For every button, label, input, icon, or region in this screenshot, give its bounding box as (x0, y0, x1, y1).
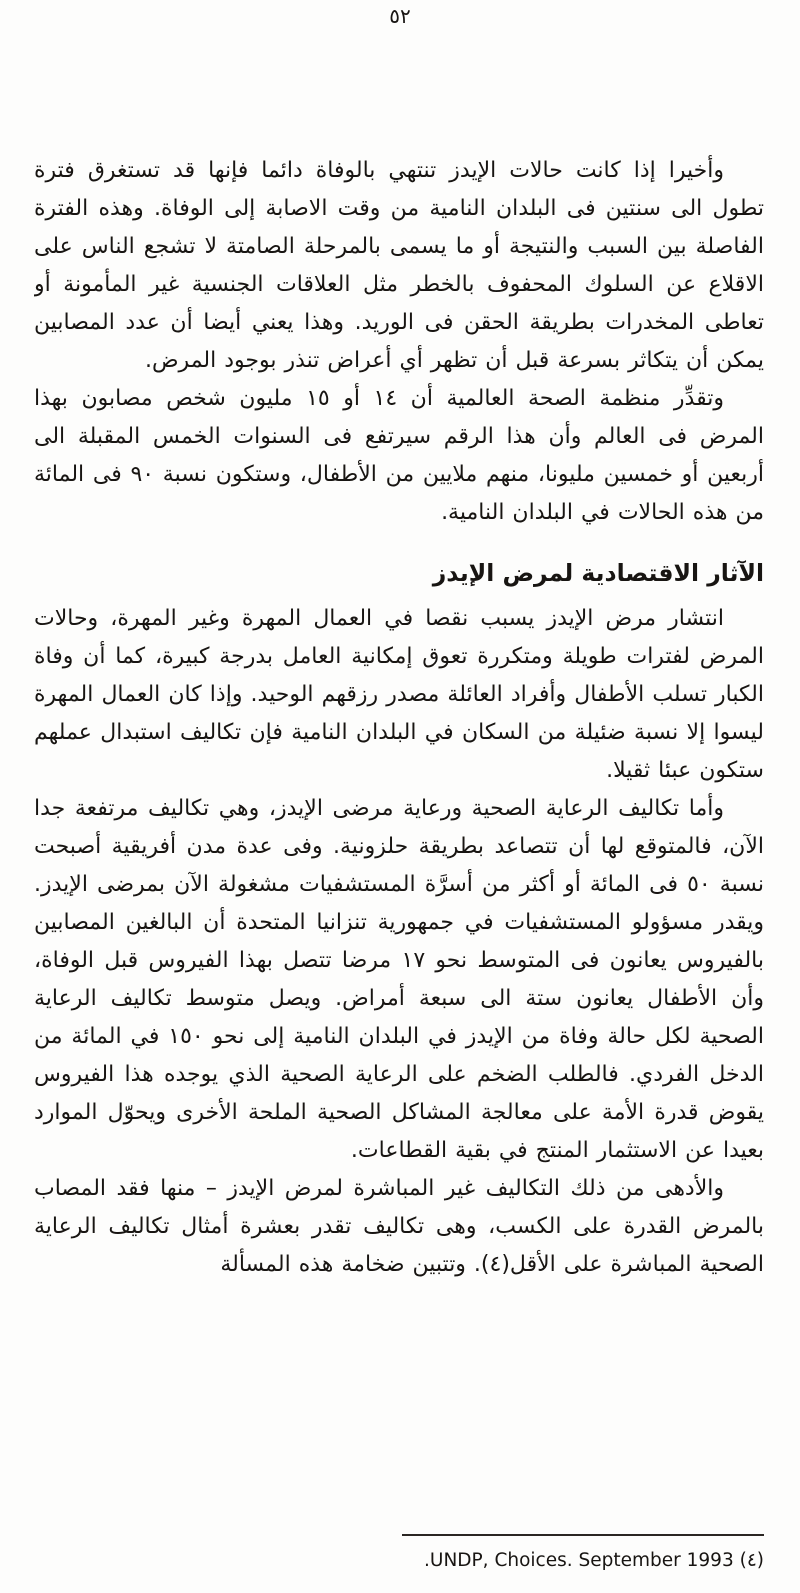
body-text (34, 152, 764, 1473)
page-number: ٥٢ (389, 4, 411, 28)
section-heading: الآثار الاقتصادية لمرض الإيدز (432, 559, 764, 587)
paragraph: وأخيرا إذا كانت حالات الإيدز تنتهي بالوفاة دائما فإنها قد تستغرق فترة تطول الى سنتين فى البلدان النامية من وقت الاصابة إلى الوفاة. وهذه الفترة الفاصلة بين السبب والنتيجة أو ما يسمى بالمرحلة الصامتة لا تشجع الناس على الاقلاع عن السلوك المحفوف بالخطر مثل العلاقات الجنسية غير المأمونة أو تعاطى المخدرات بطريقة الحقن فى الوريد. وهذا يعني أيضا أن عدد المصابين يمكن أن يتكاثر بسرعة قبل أن تظهر أي أعراض تنذر بوجود المرض. (34, 158, 764, 373)
footnote-area (34, 1534, 764, 1571)
paragraph: انتشار مرض الإيدز يسبب نقصا في العمال المهرة وغير المهرة، وحالات المرض لفترات طويلة ومتكررة تعوق إمكانية العامل بدرجة كبيرة، كما أن وفاة الكبار تسلب الأطفال وأفراد العائلة مصدر رزقهم الوحيد. وإذا كان العمال المهرة ليسوا إلا نسبة ضئيلة من السكان في البلدان النامية فإن تكاليف استبدال عملهم ستكون عبئا ثقيلا. (34, 606, 764, 783)
paragraph: والأدهى من ذلك التكاليف غير المباشرة لمرض الإيدز – منها فقد المصاب بالمرض القدرة على الكسب، وهى تكاليف تقدر بعشرة أمثال تكاليف الرعاية الصحية المباشرة على الأقل(٤). وتتبين ضخامة هذه المسألة (34, 1176, 764, 1277)
paragraph: وتقدِّر منظمة الصحة العالمية أن ١٤ أو ١٥ مليون شخص مصابون بهذا المرض فى العالم وأن هذا الرقم سيرتفع فى السنوات الخمس المقبلة الى أربعين أو خمسين مليونا، منهم ملايين من الأطفال، وستكون نسبة ٩٠ فى المائة من هذه الحالات في البلدان النامية. (34, 386, 764, 525)
footnote: (٤) UNDP, Choices. September 1993. (424, 1550, 764, 1571)
paragraph: وأما تكاليف الرعاية الصحية ورعاية مرضى الإيدز، وهي تكاليف مرتفعة جدا الآن، فالمتوقع لها أن تتصاعد بطريقة حلزونية. وفى عدة مدن أفريقية أصبحت نسبة ٥٠ فى المائة أو أكثر من أسرَّة المستشفيات مشغولة الآن بمرضى الإيدز. ويقدر مسؤولو المستشفيات في جمهورية تنزانيا المتحدة أن البالغين المصابين بالفيروس يعانون فى المتوسط نحو ١٧ مرضا تتصل بهذا الفيروس قبل الوفاة، وأن الأطفال يعانون ستة الى سبعة أمراض. ويصل متوسط تكاليف الرعاية الصحية لكل حالة وفاة من الإيدز في البلدان النامية إلى نحو ١٥٠ في المائة من الدخل الفردي. فالطلب الضخم على الرعاية الصحية الذي يوجده هذا الفيروس يقوض قدرة الأمة على معالجة المشاكل الصحية الملحة الأخرى ويحوّل الموارد بعيدا عن الاستثمار المنتج في بقية القطاعات. (34, 796, 764, 1163)
footnote-separator (402, 1534, 764, 1536)
